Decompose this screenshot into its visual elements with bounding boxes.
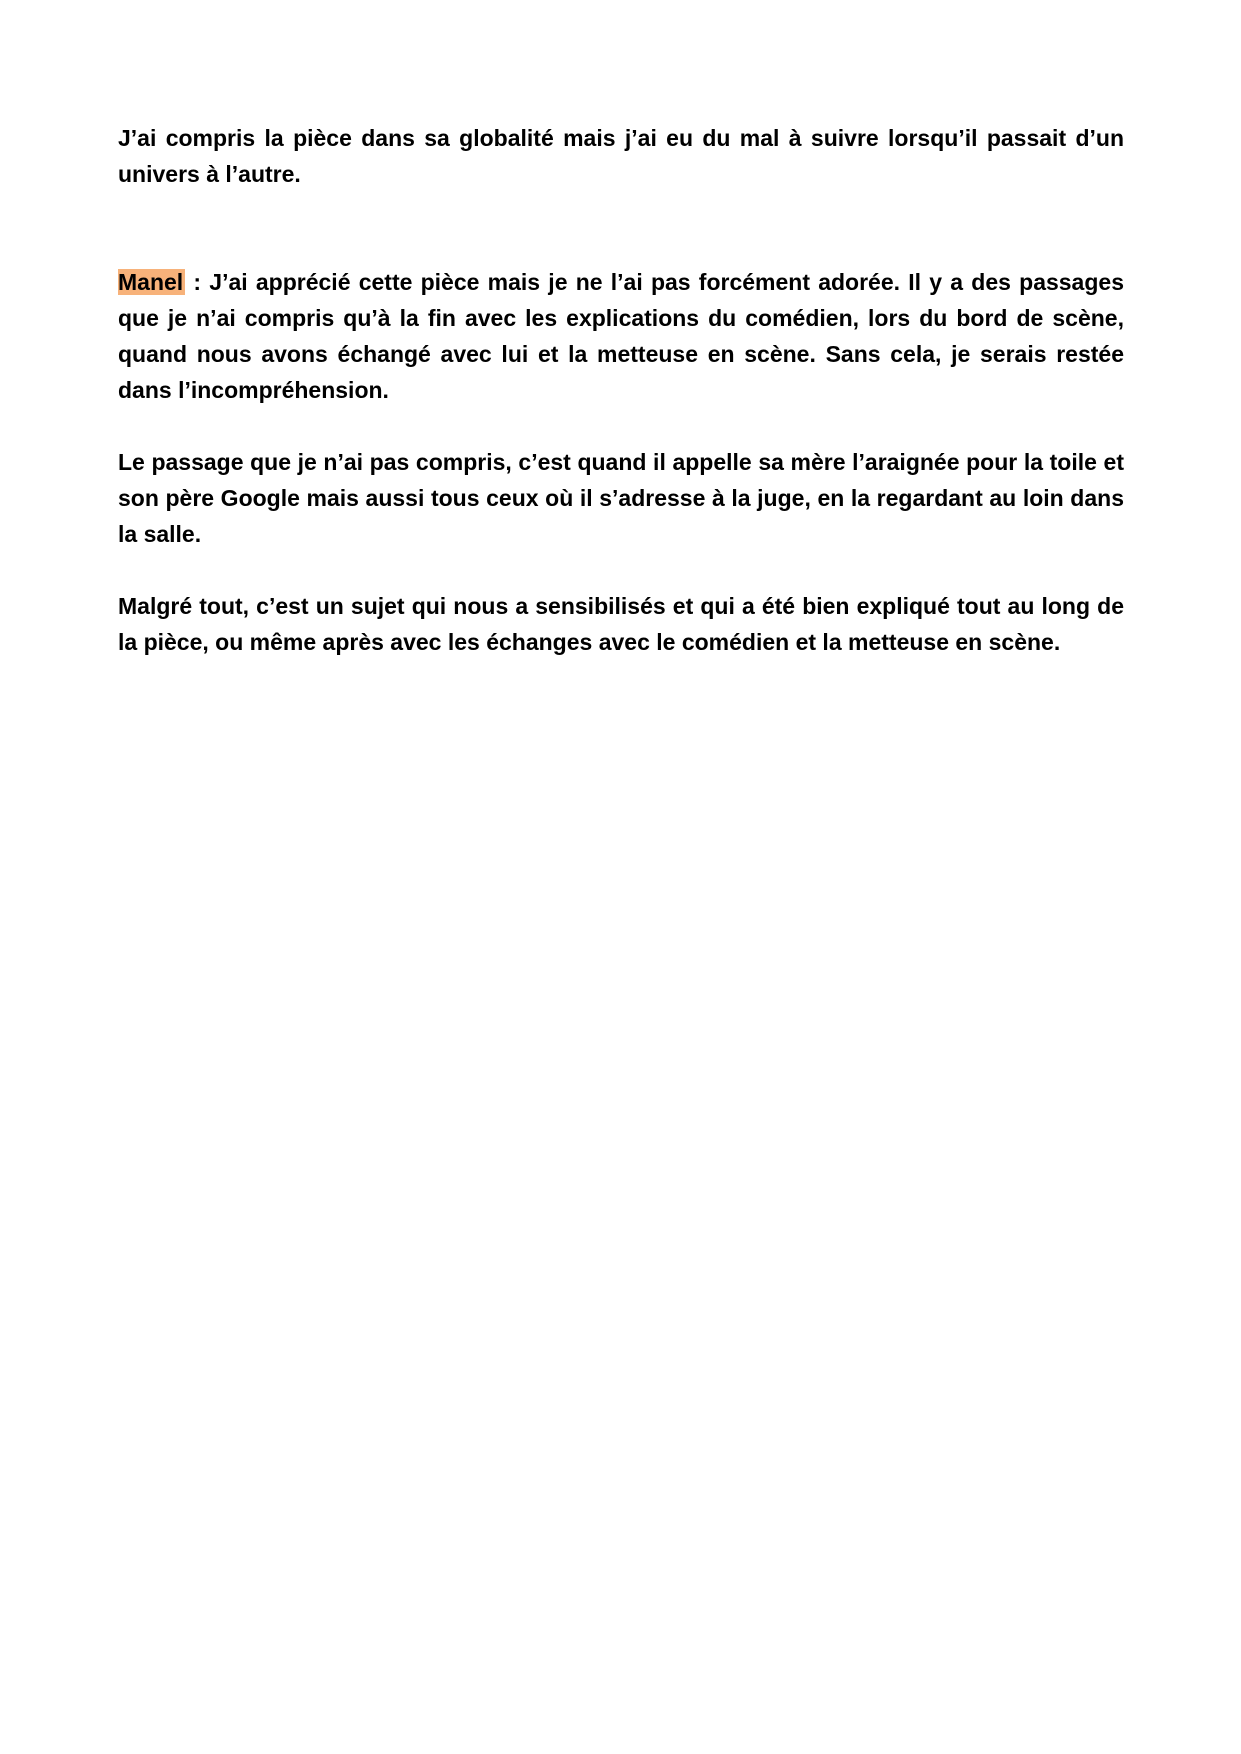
paragraph-spacer — [118, 552, 1124, 588]
paragraph-spacer — [118, 192, 1124, 264]
paragraph-misunderstood-passage: Le passage que je n’ai pas compris, c’est quand il appelle sa mère l’araignée pour la toile et son père Google mais aussi tous ceux où il s’adresse à la juge, en la regardant au loin dans la salle. — [118, 449, 1124, 547]
speaker-name-highlight: Manel — [118, 269, 184, 295]
speaker-statement: : J’ai apprécié cette pièce mais je ne l’ai pas forcément adorée. Il y a des passages que je n’ai compris qu’à la fin avec les explications du comédien, lors du bord de scène, quand nous avons échangé avec lui et la metteuse en scène. Sans cela, je serais restée dans l’incompréhension. — [118, 269, 1124, 403]
paragraph-conclusion: Malgré tout, c’est un sujet qui nous a sensibilisés et qui a été bien expliqué tout au long de la pièce, ou même après avec les échanges avec le comédien et la metteuse en scène. — [118, 593, 1124, 655]
paragraph-spacer — [118, 408, 1124, 444]
paragraph-manel — [118, 264, 1124, 408]
paragraph-intro: J’ai compris la pièce dans sa globalité mais j’ai eu du mal à suivre lorsqu’il passait d’un univers à l’autre. — [118, 125, 1124, 187]
document-body — [118, 120, 1124, 660]
